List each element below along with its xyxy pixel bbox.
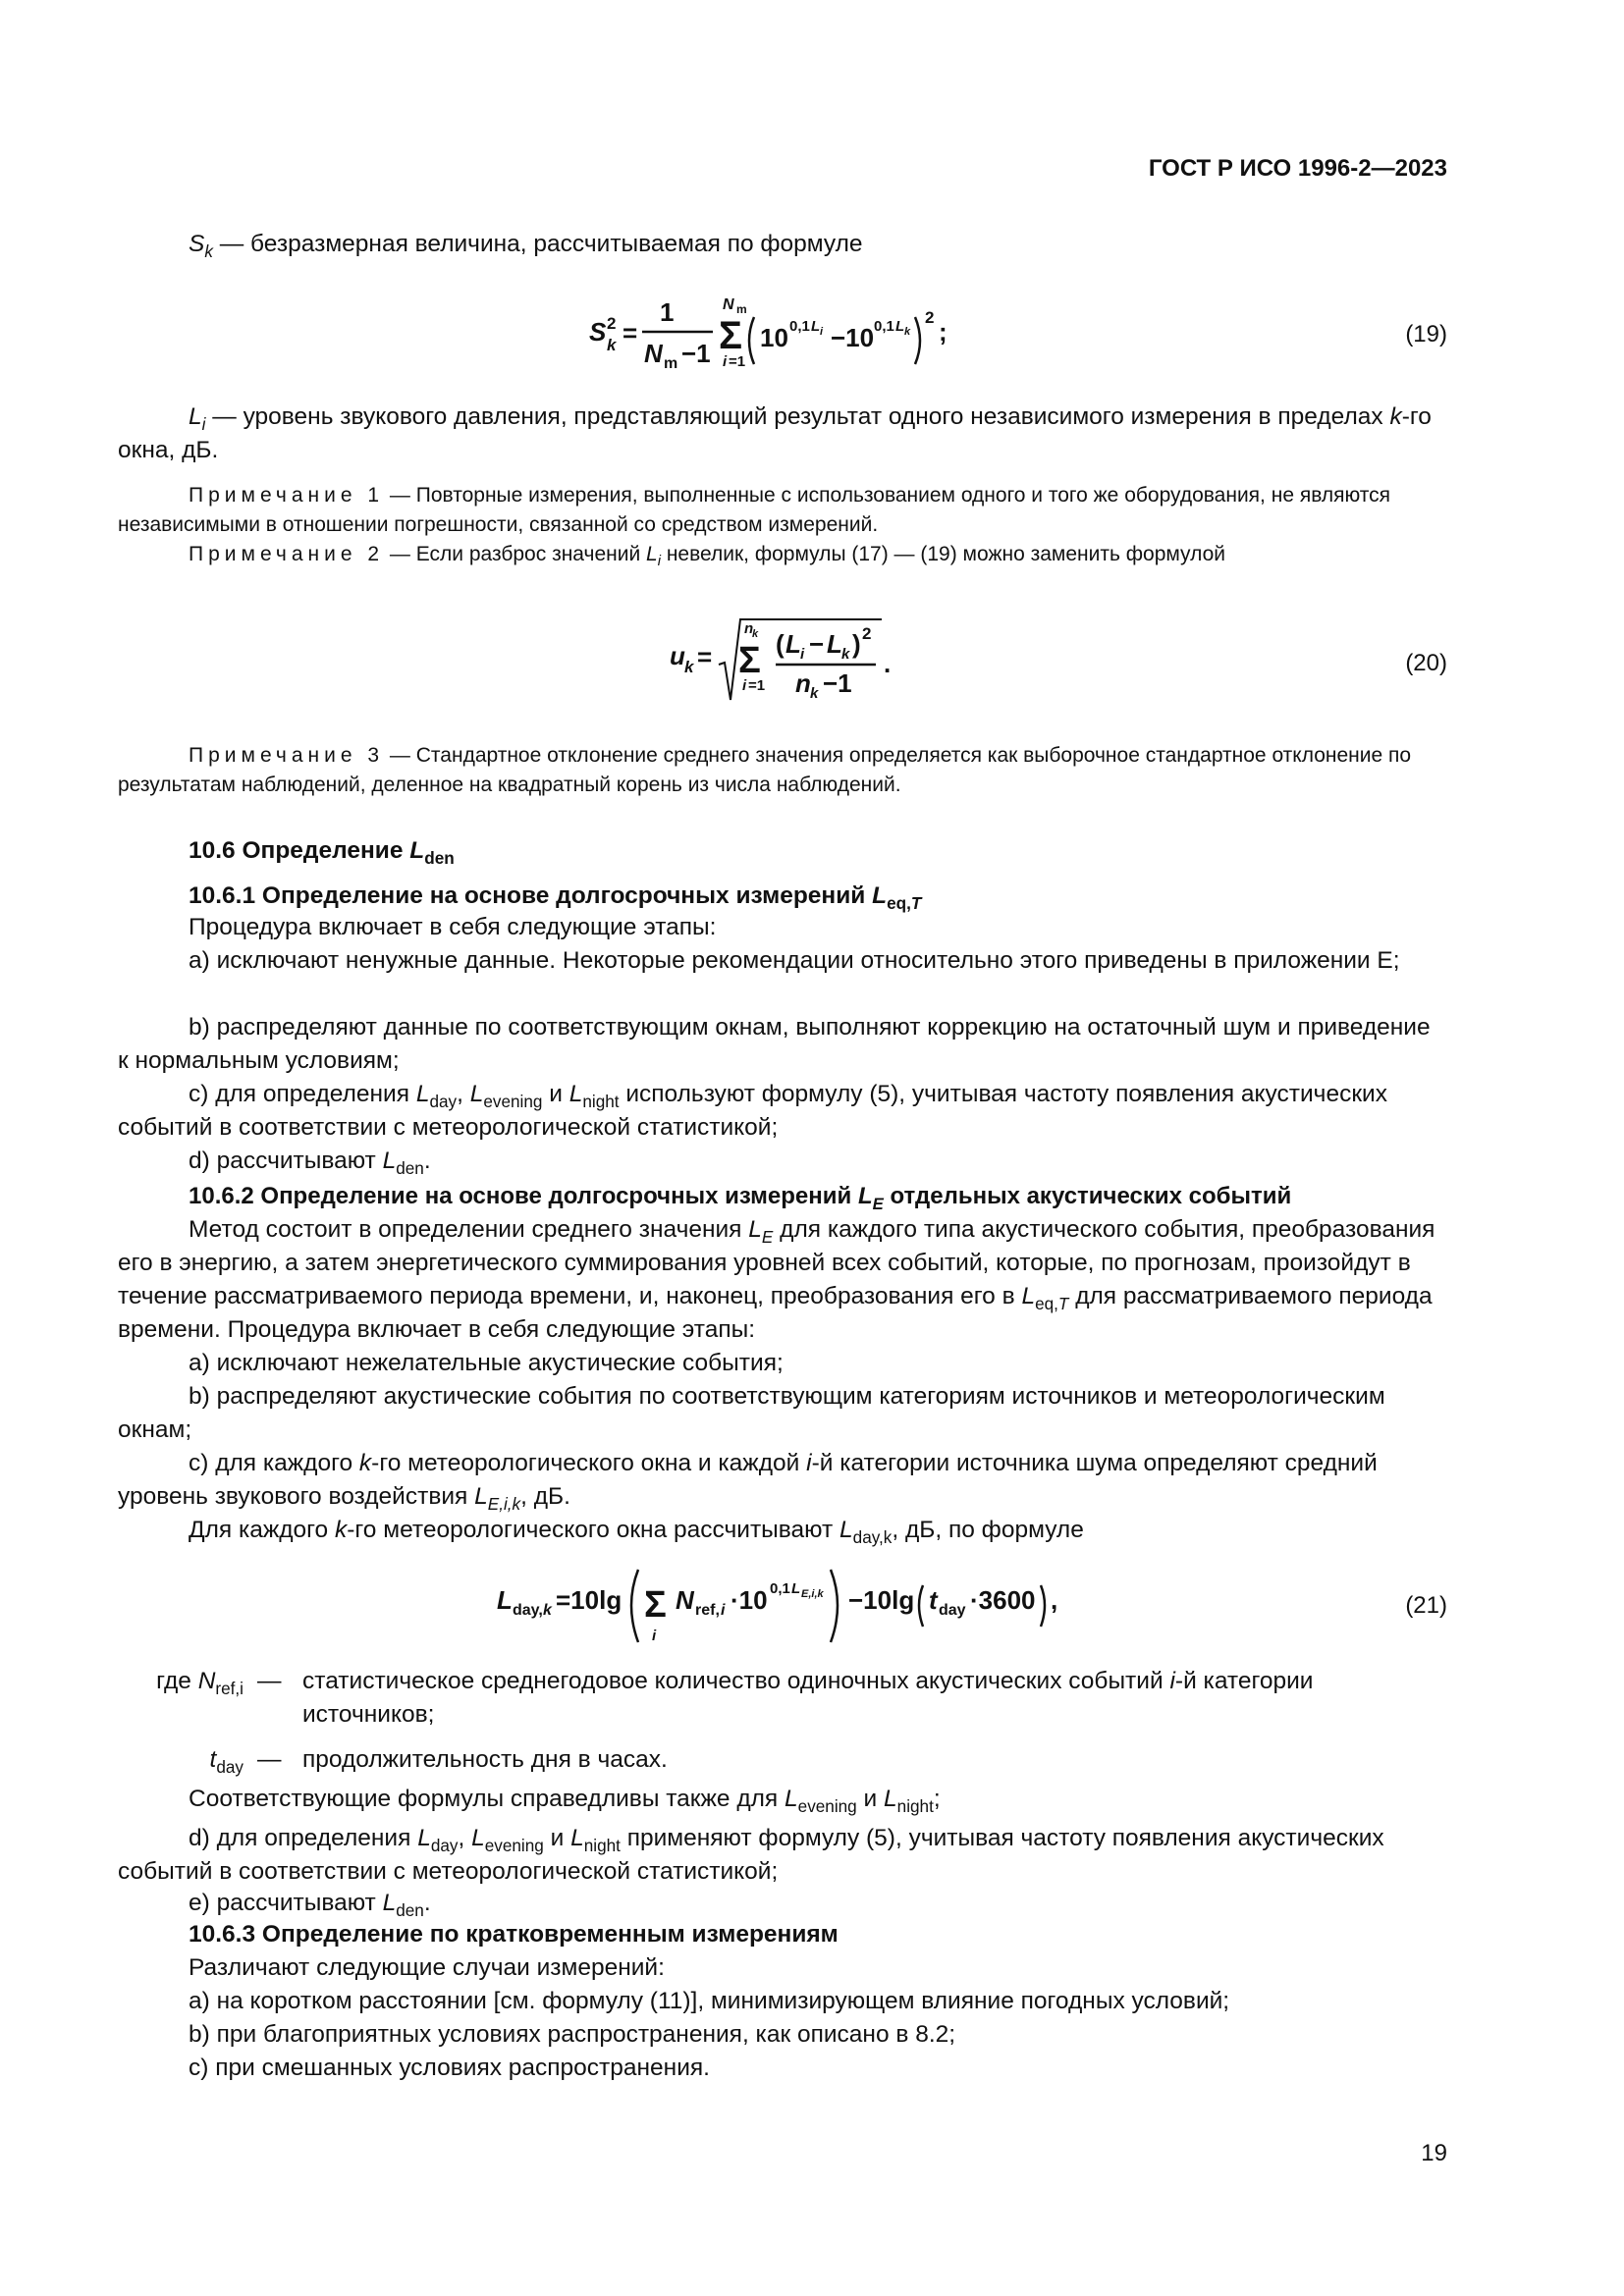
- section-10-6-2-title: 10.6.2 Определение на основе долгосрочных измерений $L_E$ отдельных акустических событий: [189, 1183, 1292, 1213]
- svg-text:·10: ·10: [731, 1585, 768, 1615]
- svg-text:=1: =1: [748, 677, 766, 694]
- svg-text:k: k: [841, 646, 850, 663]
- svg-text:L: L: [785, 629, 801, 659]
- svg-text:2: 2: [862, 624, 872, 643]
- svg-text:=1: =1: [729, 353, 746, 370]
- svg-text:k: k: [607, 336, 617, 354]
- svg-text:0,1: 0,1: [874, 318, 894, 335]
- svg-text:k: k: [752, 628, 759, 640]
- svg-text:ref,: ref,: [695, 1602, 720, 1619]
- svg-text:−10lg: −10lg: [848, 1585, 915, 1615]
- svg-text:0,1: 0,1: [770, 1580, 790, 1597]
- section-10-6-1-title: 10.6.1 Определение на основе долгосрочных измерений $L_{eq,T}$: [189, 882, 922, 913]
- svg-text:k: k: [810, 685, 819, 702]
- section-10-6-1-intro: Процедура включает в себя следующие этапы:: [189, 914, 717, 940]
- svg-text:L: L: [497, 1585, 513, 1615]
- svg-text:N: N: [644, 339, 663, 368]
- svg-text:L: L: [827, 629, 842, 659]
- svg-text:m: m: [736, 302, 747, 316]
- section-10-6-2-formula-intro: Для каждого k-го метеорологического окна рассчитывают $L_{day,k}$, дБ, по формуле: [189, 1517, 1084, 1547]
- svg-text:N: N: [676, 1585, 694, 1615]
- step-a-10-6-2: a) исключают нежелательные акустические события;: [189, 1350, 784, 1376]
- def-term-nref: где $N_{ref,i}$: [156, 1668, 244, 1698]
- svg-text:,: ,: [1051, 1585, 1058, 1615]
- svg-text:E,i,k: E,i,k: [801, 1588, 824, 1600]
- svg-text:i: i: [800, 646, 805, 663]
- svg-text:2: 2: [925, 308, 935, 327]
- step-c-10-6-1: c) для определения $L_{day}$, $L_{evening}$ и $L_{night}$ используют формулу (5), учитывая частоту появления акустических событий в соответствии с метеорологической статистикой;: [118, 1081, 1387, 1141]
- svg-text:i: i: [652, 1628, 657, 1644]
- svg-text:k: k: [904, 326, 911, 338]
- document-header: ГОСТ Р ИСО 1996-2—2023: [1148, 155, 1447, 182]
- svg-text:t: t: [929, 1585, 938, 1615]
- def-text-tday: продолжительность дня в часах.: [302, 1746, 668, 1773]
- page-number: 19: [1421, 2140, 1447, 2166]
- svg-text:−1: −1: [823, 668, 852, 698]
- formula-20: [658, 604, 952, 712]
- svg-text:day: day: [939, 1602, 966, 1619]
- svg-text:): ): [852, 629, 861, 659]
- step-d-10-6-2: d) для определения $L_{day}$, $L_{evening}$ и $L_{night}$ применяют формулу (5), учитывая частоту появления акустических событий в соответствии с метеорологической статистикой;: [118, 1825, 1384, 1885]
- step-c-10-6-2: c) для каждого k-го метеорологического окна и каждой i-й категории источника шума определяют средний уровень звукового воздействия $L_{E,i,k}$, дБ.: [118, 1450, 1378, 1514]
- step-b-10-6-1: b) распределяют данные по соответствующим окнам, выполняют коррекцию на остаточный шум и приведение к нормальным условиям;: [118, 1014, 1431, 1074]
- svg-text:1: 1: [660, 297, 675, 327]
- svg-text:·3600: ·3600: [970, 1585, 1036, 1615]
- equation-number-19: (19): [1405, 321, 1447, 347]
- svg-text:2: 2: [607, 314, 617, 333]
- svg-text:k: k: [684, 658, 694, 676]
- svg-text:=: =: [623, 318, 638, 347]
- section-10-6-3-title: 10.6.3 Определение по кратковременным измерениям: [189, 1921, 839, 1948]
- svg-text:S: S: [589, 317, 607, 347]
- note-1: Примечание 1 — Повторные измерения, выполненные с использованием одного и того же оборудования, не являются независимыми в отношении погрешности, связанной со средством измерений.: [118, 484, 1391, 536]
- note-3: Примечание 3 — Стандартное отклонение среднего значения определяется как выборочное стандартное отклонение по результатам наблюдений, деленное на квадратный корень из числа наблюдений.: [118, 744, 1412, 796]
- equation-number-20: (20): [1405, 650, 1447, 676]
- svg-text:i: i: [820, 326, 824, 338]
- def-dash-tday: —: [257, 1746, 282, 1773]
- svg-text:−10: −10: [831, 323, 875, 352]
- formula-19: [579, 280, 992, 388]
- svg-text:L: L: [791, 1580, 801, 1597]
- svg-text:m: m: [664, 355, 678, 372]
- svg-text:k: k: [543, 1602, 552, 1619]
- svg-text:i: i: [721, 1602, 726, 1619]
- sk-definition: $S_k$ — безразмерная величина, рассчитываемая по формуле: [189, 231, 863, 261]
- note-2: Примечание 2 — Если разброс значений $L_i$ невелик, формулы (17) — (19) можно заменить формулой: [189, 543, 1225, 570]
- svg-text:−: −: [809, 629, 825, 659]
- li-definition: $L_i$ — уровень звукового давления, представляющий результат одного независимого измерения в пределах k-го окна, дБ.: [118, 403, 1432, 463]
- formula-21: [491, 1556, 1100, 1654]
- svg-text:0,1: 0,1: [789, 318, 810, 335]
- svg-text:L: L: [811, 318, 821, 335]
- formulas-also-valid: Соответствующие формулы справедливы также для $L_{evening}$ и $L_{night}$;: [189, 1786, 941, 1816]
- step-e-10-6-2: e) рассчитывают $L_{den}$.: [189, 1890, 431, 1920]
- case-c: c) при смешанных условиях распространения.: [189, 2055, 710, 2081]
- step-a-10-6-1: a) исключают ненужные данные. Некоторые рекомендации относительно этого приведены в приложении E;: [189, 947, 1400, 974]
- svg-text:n: n: [744, 620, 754, 637]
- svg-text:day,: day,: [513, 1602, 543, 1619]
- section-10-6-title: 10.6 Определение $L_{den}$: [189, 837, 455, 868]
- svg-text:;: ;: [939, 317, 947, 347]
- case-b: b) при благоприятных условиях распространения, как описано в 8.2;: [189, 2021, 956, 2048]
- step-b-10-6-2: b) распределяют акустические события по соответствующим категориям источников и метеорологическим окнам;: [118, 1383, 1385, 1443]
- def-term-tday: $t_{day}$: [209, 1746, 244, 1777]
- step-d-10-6-1: d) рассчитывают $L_{den}$.: [189, 1148, 431, 1178]
- svg-text:(: (: [776, 629, 785, 659]
- case-a: a) на коротком расстоянии [см. формулу (11)], минимизирующем влияние погодных условий;: [189, 1988, 1230, 2014]
- svg-text:=10lg: =10lg: [556, 1585, 623, 1615]
- svg-text:.: .: [884, 649, 892, 678]
- def-dash-nref: —: [257, 1668, 282, 1694]
- section-10-6-3-intro: Различают следующие случаи измерений:: [189, 1954, 665, 1981]
- equation-number-21: (21): [1405, 1592, 1447, 1619]
- svg-text:L: L: [895, 318, 905, 335]
- svg-text:=: =: [697, 642, 713, 671]
- svg-text:u: u: [670, 641, 685, 670]
- svg-text:10: 10: [760, 323, 788, 352]
- def-text-nref: статистическое среднегодовое количество одиночных акустических событий i-й категории источников;: [302, 1668, 1314, 1728]
- svg-text:N: N: [723, 296, 734, 313]
- svg-text:i: i: [742, 677, 747, 694]
- svg-text:Σ: Σ: [719, 314, 743, 357]
- svg-text:Σ: Σ: [738, 640, 761, 681]
- svg-text:Σ: Σ: [644, 1584, 667, 1626]
- svg-text:−1: −1: [681, 339, 711, 368]
- svg-text:n: n: [795, 668, 811, 698]
- svg-text:i: i: [723, 353, 728, 370]
- section-10-6-2-paragraph: Метод состоит в определении среднего значения $L_E$ для каждого типа акустического события, преобразования его в энергию, а затем энергетического суммирования уровней всех событий, которые, по прогнозам, произойдут в течение рассматриваемого периода времени, и, наконец, преобразования его в $L_{eq,T}$ для рассматриваемого периода времени. Процедура включает в себя следующие этапы:: [118, 1216, 1435, 1343]
